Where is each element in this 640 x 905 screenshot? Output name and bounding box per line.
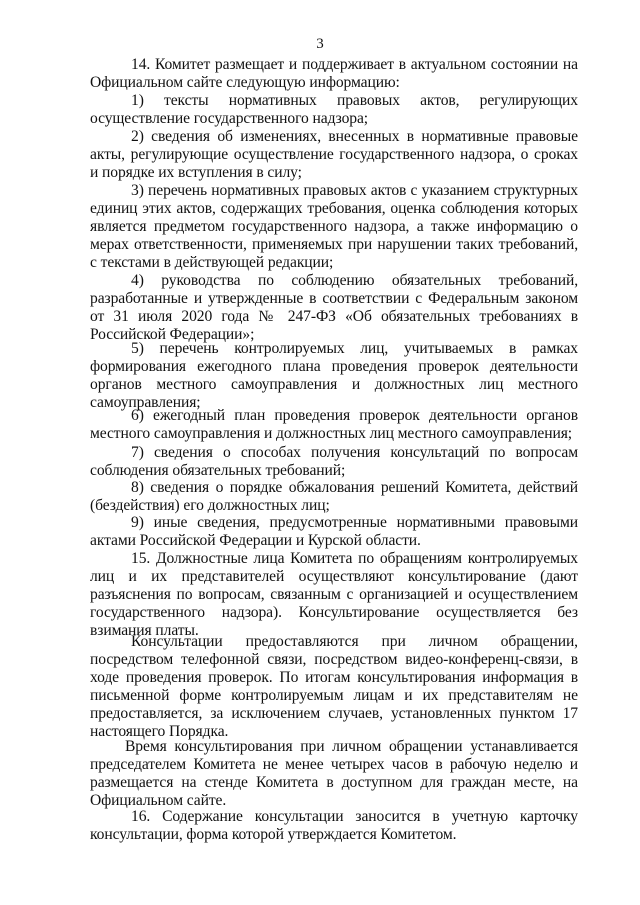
item-6-annual-plan: 6) ежегодный план проведения проверок деятельности органов местного самоуправления и должностных лиц местного самоуправления; bbox=[90, 407, 578, 442]
paragraph-14: 14. Комитет размещает и поддерживает в актуальном состоянии на Официальном сайте следующую информацию: bbox=[90, 56, 578, 91]
item-5-controlled-persons: 5) перечень контролируемых лиц, учитываемых в рамках формирования ежегодного плана проведения проверок деятельности органов местного самоуправления и должностных лиц местного самоуправления; bbox=[90, 340, 578, 411]
paragraph-consultation-time: Время консультирования при личном обращении устанавливается председателем Комитета не менее четырех часов в рабочую неделю и размещается на стенде Комитета в доступном для граждан месте, на Официальном сайте. bbox=[90, 738, 578, 809]
item-7-consultations: 7) сведения о способах получения консультаций по вопросам соблюдения обязательных требований; bbox=[90, 444, 578, 479]
item-9-other: 9) иные сведения, предусмотренные нормативными правовыми актами Российской Федерации и Курской области. bbox=[90, 514, 578, 549]
item-2-changes: 2) сведения об изменениях, внесенных в нормативные правовые акты, регулирующие осуществление государственного надзора, о сроках и порядке их вступления в силу; bbox=[90, 128, 578, 181]
item-1-texts: 1) тексты нормативных правовых актов, регулирующих осуществление государственного надзора; bbox=[90, 92, 578, 127]
item-4-guides: 4) руководства по соблюдению обязательных требований, разработанные и утвержденные в соответствии с Федеральным законом от 31 июля 2020 года № 247-ФЗ «Об обязательных требованиях в Российской Федерации»; bbox=[90, 272, 578, 343]
paragraph-15: 15. Должностные лица Комитета по обращениям контролируемых лиц и их представителей осуществляют консультирование (дают разъяснения по вопросам, связанным с организацией и осуществлением государственного надзора). Консультирование осуществляется без взимания платы. bbox=[90, 550, 578, 639]
page-number: 3 bbox=[316, 36, 324, 52]
item-8-appeals: 8) сведения о порядке обжалования решений Комитета, действий (бездействия) его должностных лиц; bbox=[90, 479, 578, 514]
paragraph-16: 16. Содержание консультации заносится в учетную карточку консультации, форма которой утверждается Комитетом. bbox=[90, 808, 578, 843]
item-3-list: 3) перечень нормативных правовых актов с указанием структурных единиц этих актов, содержащих требования, оценка соблюдения которых является предметом государственного надзора, а также информацию о мерах ответственности, применяемых при нарушении таких требований, с текстами в действующей редакции; bbox=[90, 182, 578, 271]
paragraph-consultations: Консультации предоставляются при личном обращении, посредством телефонной связи, посредством видео-конференц-связи, в ходе проведения проверок. По итогам консультирования информация в письменной форме контролируемым лицам и их представителям не предоставляется, за исключением случаев, установленных пунктом 17 настоящего Порядка. bbox=[90, 633, 578, 740]
